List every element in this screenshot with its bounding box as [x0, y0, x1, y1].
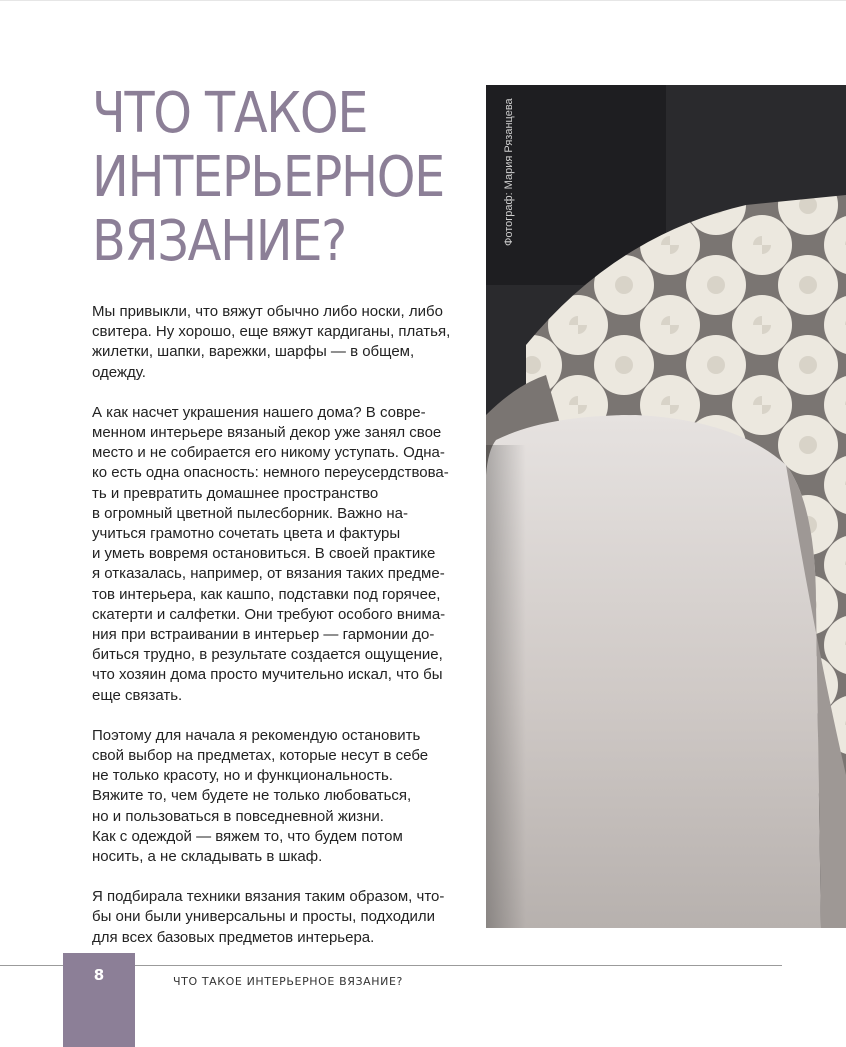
knitted-blanket-photo [486, 85, 846, 928]
text-line: ть и превратить домашнее пространство [92, 484, 379, 502]
text-line: место и не собирается его никому уступать. Одна- [92, 444, 445, 462]
text-line: ко есть одна опасность: немного переусердствова- [92, 464, 449, 482]
armrest-shadow [486, 445, 526, 928]
paragraph-2 [92, 403, 462, 706]
text-line: менном интерьере вязаный декор уже занял свое [92, 424, 442, 442]
page-number: 8 [93, 966, 105, 984]
text-line: в огромный цветной пылесборник. Важно на- [92, 504, 408, 522]
page-title [92, 81, 444, 274]
title-line: ВЯЗАНИЕ? [92, 209, 347, 274]
text-line: Поэтому для начала я рекомендую остановить [92, 726, 421, 744]
sofa-armrest [486, 415, 821, 928]
paragraph-1 [92, 302, 462, 383]
text-line: скатерти и салфетки. Они требуют особого внима- [92, 605, 446, 623]
text-line: тов интерьера, как кашпо, подставки под горячее, [92, 585, 441, 603]
text-line: ния при встраивании в интерьер — гармонии до- [92, 626, 435, 644]
text-line: я отказалась, например, от вязания таких предме- [92, 565, 445, 583]
text-line: и уметь вовремя остановиться. В своей практике [92, 545, 436, 563]
text-line: бы они были универсальны и просты, подходили [92, 908, 436, 926]
text-line: но и пользоваться в повседневной жизни. [92, 807, 384, 825]
text-line: свой выбор на предметах, которые несут в себе [92, 747, 429, 765]
text-line: А как насчет украшения нашего дома? В совре- [92, 403, 426, 421]
text-line: не только красоту, но и функциональность. [92, 767, 393, 785]
text-line: носить, а не складывать в шкаф. [92, 848, 323, 866]
text-line: свитера. Ну хорошо, еще вяжут кардиганы, платья, [92, 323, 451, 341]
text-line: жилетки, шапки, варежки, шарфы — в общем, [92, 343, 415, 361]
title-line: ЧТО ТАКОЕ [92, 81, 368, 146]
text-line: одежду. [92, 363, 146, 381]
text-line: биться трудно, в результате создается ощущение, [92, 646, 443, 664]
photo-credit: Фотограф: Мария Рязанцева [503, 98, 515, 246]
text-line: Мы привыкли, что вяжут обычно либо носки, либо [92, 303, 443, 320]
photo-illustration [486, 85, 846, 928]
text-line: что хозяин дома просто мучительно искал, что бы [92, 666, 443, 684]
paragraph-3 [92, 726, 462, 867]
text-line: Я подбирала техники вязания таким образом, что- [92, 888, 445, 906]
text-line: учиться грамотно сочетать цвета и фактуры [92, 525, 401, 543]
text-line: еще связать. [92, 686, 183, 704]
title-line: ИНТЕРЬЕРНОЕ [92, 145, 444, 210]
body-text [92, 302, 462, 968]
text-line: Как с одеждой — вяжем то, что будем потом [92, 827, 403, 845]
running-head: ЧТО ТАКОЕ ИНТЕРЬЕРНОЕ ВЯЗАНИЕ? [173, 975, 403, 988]
text-line: для всех базовых предметов интерьера. [92, 928, 375, 946]
text-line: Вяжите то, чем будете не только любоваться, [92, 787, 412, 805]
paragraph-4 [92, 887, 462, 948]
